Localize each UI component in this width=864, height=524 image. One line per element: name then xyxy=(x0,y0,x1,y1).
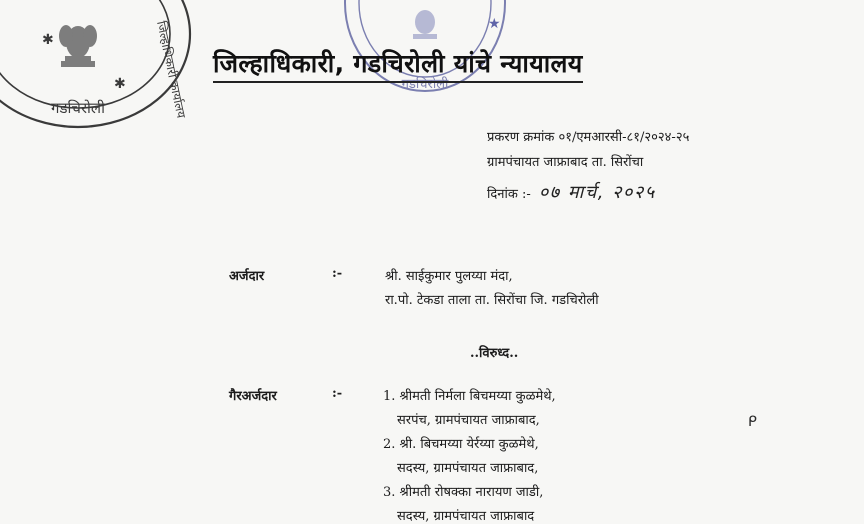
date-label: दिनांक :- xyxy=(487,187,531,202)
stamp-center-bottom-text: गडचिरोली xyxy=(401,77,449,92)
case-number: प्रकरण क्रमांक ०१/एमआरसी-८१/२०२४-२५ xyxy=(487,130,690,145)
respondents-label: गैरअर्जदार xyxy=(229,389,277,404)
date-line xyxy=(487,180,656,204)
versus-divider: ..विरुध्द.. xyxy=(470,346,519,361)
respondent-line: 2. श्री. बिचमय्या येर्रय्या कुळमेथे, xyxy=(383,437,539,452)
applicant-colon: :- xyxy=(332,266,343,281)
stamp-star-icon: ★ xyxy=(488,16,501,32)
handwritten-date: ०७ मार्च, २०२५ xyxy=(538,182,656,203)
applicant-label: अर्जदार xyxy=(229,269,265,284)
court-title: जिल्हाधिकारी, गडचिरोली यांचे न्यायालय xyxy=(213,46,583,83)
stamp-star-icon: ✱ xyxy=(42,32,54,48)
respondent-line: सदस्य, ग्रामपंचायत जाफ्राबाद xyxy=(397,509,535,524)
respondent-line: सदस्य, ग्रामपंचायत जाफ्राबाद, xyxy=(397,461,539,476)
respondent-line: 1. श्रीमती निर्मला बिचमय्या कुळमेथे, xyxy=(383,389,556,404)
applicant-line: श्री. साईकुमार पुलय्या मंदा, xyxy=(385,269,513,284)
respondents-colon: :- xyxy=(332,386,343,401)
applicant-line: रा.पो. टेकडा ताला ता. सिरोंचा जि. गडचिरोली xyxy=(385,293,599,308)
emblem-icon xyxy=(59,25,97,67)
gram-panchayat-line: ग्रामपंचायत जाफ्राबाद ता. सिरोंचा xyxy=(487,155,644,170)
stamp-star-icon: ✱ xyxy=(114,76,126,92)
respondent-line: सरपंच, ग्रामपंचायत जाफ्राबाद, xyxy=(397,413,540,428)
pen-mark-icon: ᑭ xyxy=(748,414,757,430)
stamp-left-bottom-text: गडचिरोली xyxy=(51,99,105,117)
respondent-line: 3. श्रीमती रोषक्का नारायण जाडी, xyxy=(383,485,544,500)
emblem-icon xyxy=(413,10,437,39)
stamp-left-side-text: जिल्हाधिकारी कार्यालय xyxy=(154,19,189,120)
collector-office-stamp xyxy=(0,0,194,130)
